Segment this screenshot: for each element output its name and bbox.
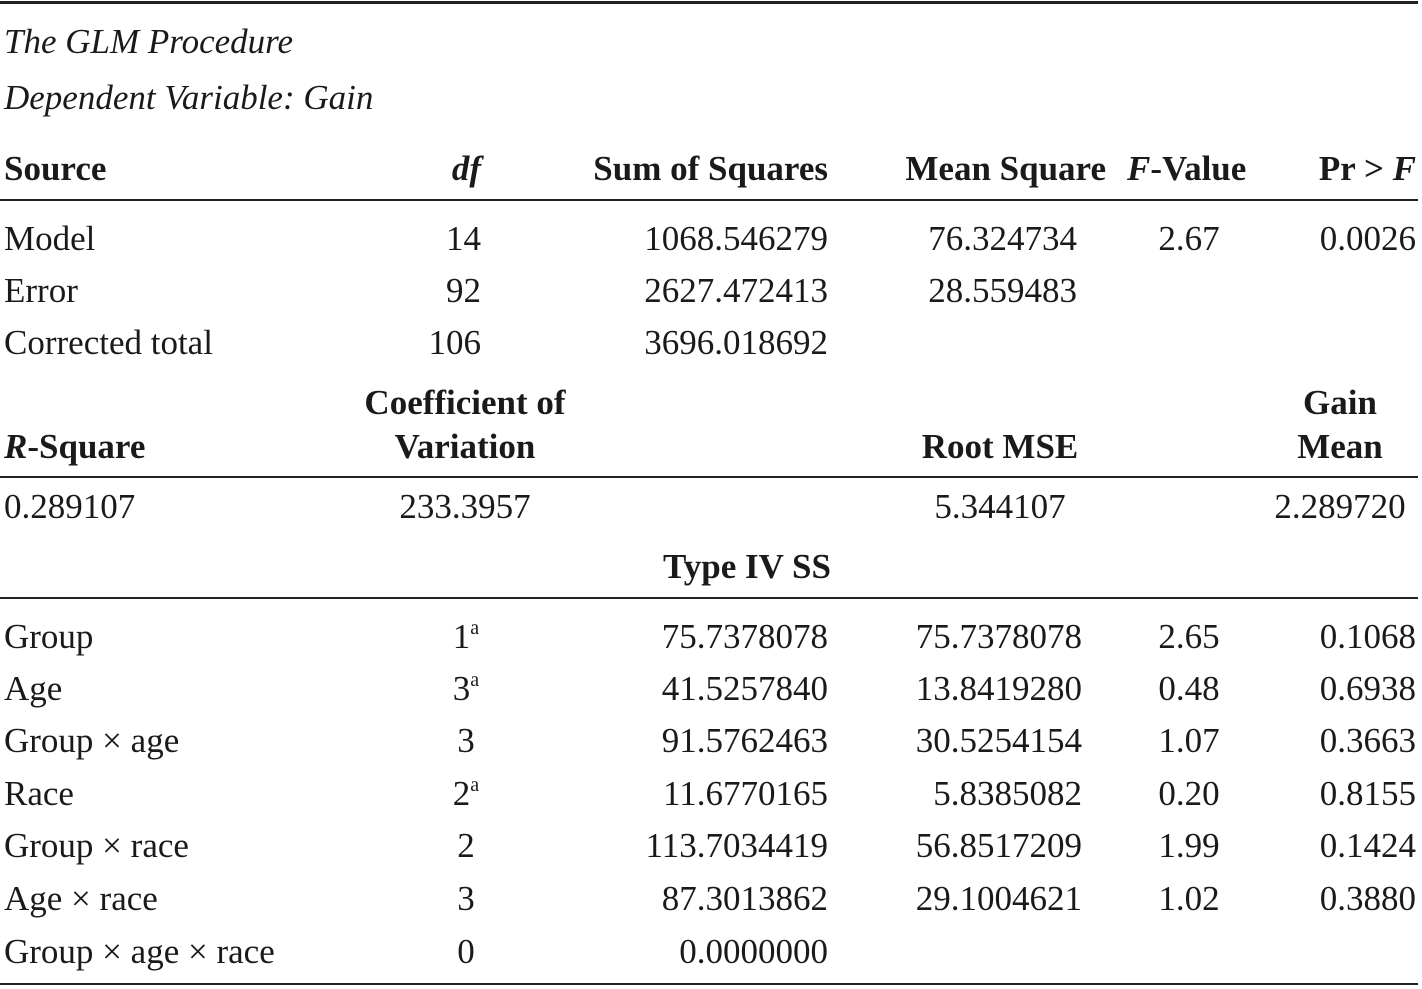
value-r-square: 0.289107 [4,487,136,526]
anova-header-rule [0,199,1418,201]
row-p-value: 0.1068 [1319,617,1416,656]
value-coefficient-of-variation: 233.3957 [399,487,531,526]
row-sum-of-squares: 113.7034419 [645,826,828,865]
row-p-value: 0.3880 [1319,879,1416,918]
header-gain-mean-line1: Gain [1303,383,1377,422]
dependent-variable-label: Dependent Variable: Gain [4,78,374,117]
header-f-value [1127,151,1246,186]
row-source: Group [4,617,94,656]
row-df-footnote: a [470,669,480,691]
row-f-value: 0.48 [1158,669,1220,708]
row-df: 106 [428,323,481,362]
row-sum-of-squares: 87.3013862 [661,879,828,918]
header-source: Source [4,149,107,188]
row-f-value: 1.02 [1158,879,1220,918]
row-sum-of-squares: 2627.472413 [644,271,828,310]
row-df-footnote: a [470,774,480,796]
header-f-suffix: -Value [1150,149,1247,188]
row-source: Group × age [4,721,180,760]
row-mean-square: 76.324734 [928,219,1077,258]
header-f-letter: F [1127,149,1151,188]
row-p-value: 0.0026 [1319,219,1416,258]
row-source: Error [4,271,78,310]
row-sum-of-squares: 91.5762463 [661,721,828,760]
row-f-value: 1.07 [1158,721,1220,760]
header-pr-text: Pr > [1318,149,1393,188]
row-sum-of-squares: 0.0000000 [679,932,828,971]
header-pr-f-letter: F [1392,149,1416,188]
row-f-value: 2.67 [1158,219,1220,258]
row-mean-square: 29.1004621 [915,879,1082,918]
fit-header-rule [0,476,1418,478]
row-mean-square: 30.5254154 [915,721,1082,760]
row-p-value: 0.8155 [1319,774,1416,813]
header-gain-mean-line2: Mean [1297,427,1383,466]
header-r-letter: R [4,427,28,466]
row-df-footnote: a [470,617,480,639]
value-gain-mean: 2.289720 [1274,487,1406,526]
header-mean-square: Mean Square [905,149,1106,188]
value-root-mse: 5.344107 [934,487,1066,526]
row-sum-of-squares: 1068.546279 [644,219,828,258]
header-df: df [451,149,481,188]
row-source: Group × age × race [4,932,275,971]
row-sum-of-squares: 75.7378078 [661,617,828,656]
header-pr-f [1319,151,1416,186]
row-f-value: 2.65 [1158,617,1220,656]
row-source: Age × race [4,879,158,918]
row-df-value: 2 [452,774,471,813]
row-mean-square: 56.8517209 [915,826,1082,865]
procedure-title: The GLM Procedure [4,22,294,61]
row-df: 14 [446,219,481,258]
row-df: 0 [457,932,475,971]
row-mean-square: 28.559483 [928,271,1077,310]
row-sum-of-squares: 11.6770165 [663,774,828,813]
row-source: Group × race [4,826,189,865]
header-cv-line1: Coefficient of [364,383,566,422]
row-df [453,619,479,654]
type-iv-rule [0,597,1418,599]
row-sum-of-squares: 3696.018692 [644,323,828,362]
row-df: 3 [457,879,475,918]
header-root-mse: Root MSE [921,427,1079,466]
row-p-value: 0.6938 [1319,669,1416,708]
row-df: 92 [446,271,481,310]
row-mean-square: 75.7378078 [915,617,1082,656]
row-p-value: 0.1424 [1319,826,1416,865]
row-df [453,671,479,706]
header-cv-line2: Variation [394,427,536,466]
row-source: Age [4,669,63,708]
header-r-suffix: -Square [27,427,146,466]
row-f-value: 0.20 [1158,774,1220,813]
row-df-value: 3 [452,669,471,708]
bottom-rule [0,983,1418,985]
row-df-value: 1 [452,617,471,656]
row-sum-of-squares: 41.5257840 [661,669,828,708]
row-df: 2 [457,826,475,865]
row-mean-square: 13.8419280 [915,669,1082,708]
row-df [453,776,479,811]
row-p-value: 0.3663 [1319,721,1416,760]
row-source: Race [4,774,74,813]
row-mean-square: 5.8385082 [933,774,1082,813]
top-rule [0,1,1418,4]
row-f-value: 1.99 [1158,826,1220,865]
header-r-square [4,429,145,464]
header-sum-of-squares: Sum of Squares [593,149,828,188]
row-df: 3 [457,721,475,760]
type-iv-heading: Type IV SS [663,547,831,586]
row-source: Corrected total [4,323,213,362]
row-source: Model [4,219,96,258]
